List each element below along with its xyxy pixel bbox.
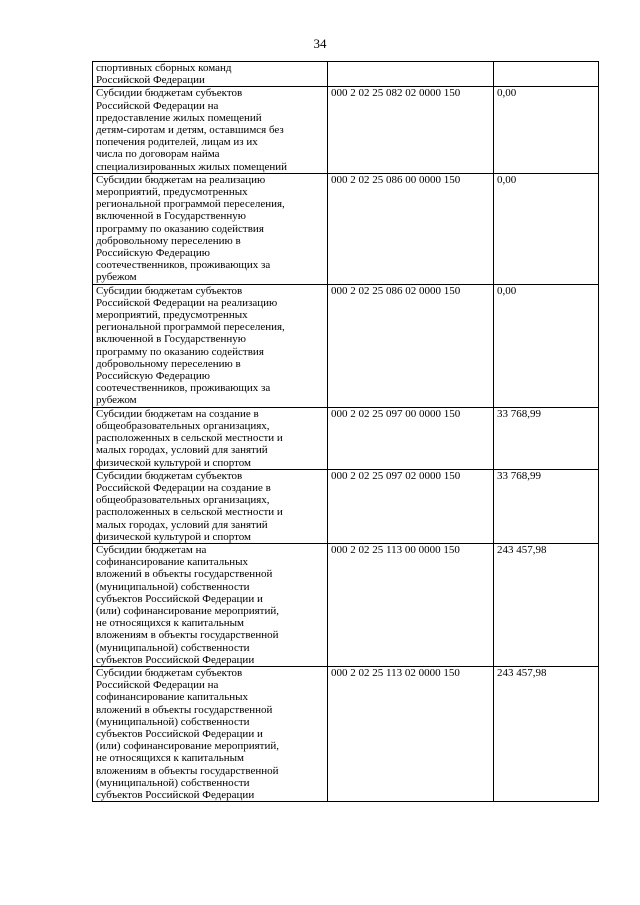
row-amount-cell: 33 768,99 (494, 407, 599, 469)
table-row (93, 666, 599, 801)
budget-table (92, 61, 599, 802)
row-amount-cell: 0,00 (494, 173, 599, 284)
row-amount-cell (494, 62, 599, 87)
table-row (93, 469, 599, 543)
row-amount-cell: 0,00 (494, 284, 599, 407)
page-number: 34 (313, 36, 327, 51)
row-name-cell: Субсидии бюджетам субъектов Российской Федерации на предоставление жилых помещений детям-сиротам и детям, оставшимся без попечения родителей, лицам из их числа по договорам найма специализированных жилых помещений (93, 87, 328, 173)
row-code-cell: 000 2 02 25 097 02 0000 150 (328, 469, 494, 543)
row-name-cell: Субсидии бюджетам субъектов Российской Федерации на реализацию мероприятий, предусмотренных региональной программой переселения, включенной в Государственную программу по оказанию содействия добровольному переселению в Российскую Федерацию соотечественников, проживающих за рубежом (93, 284, 328, 407)
table-row (93, 173, 599, 284)
row-amount-cell: 243 457,98 (494, 543, 599, 666)
row-code-cell: 000 2 02 25 086 02 0000 150 (328, 284, 494, 407)
row-amount-cell: 33 768,99 (494, 469, 599, 543)
table-row (93, 87, 599, 173)
row-name-cell: Субсидии бюджетам на реализацию мероприятий, предусмотренных региональной программой переселения, включенной в Государственную программу по оказанию содействия добровольному переселению в Российскую Федерацию соотечественников, проживающих за рубежом (93, 173, 328, 284)
table-row (93, 407, 599, 469)
table-row (93, 284, 599, 407)
row-name-cell: Субсидии бюджетам на софинансирование капитальных вложений в объекты государственной (муниципальной) собственности субъектов Российской Федерации и (или) софинансирование мероприятий, не относящихся к капитальным вложениям в объекты государственной (муниципальной) собственности субъектов Российской Федерации (93, 543, 328, 666)
row-code-cell: 000 2 02 25 113 02 0000 150 (328, 666, 494, 801)
row-name-cell: Субсидии бюджетам на создание в общеобразовательных организациях, расположенных в сельской местности и малых городах, условий для занятий физической культурой и спортом (93, 407, 328, 469)
row-name-cell: спортивных сборных команд Российской Федерации (93, 62, 328, 87)
row-amount-cell: 0,00 (494, 87, 599, 173)
row-code-cell: 000 2 02 25 097 00 0000 150 (328, 407, 494, 469)
row-code-cell: 000 2 02 25 086 00 0000 150 (328, 173, 494, 284)
row-name-cell: Субсидии бюджетам субъектов Российской Федерации на создание в общеобразовательных организациях, расположенных в сельской местности и малых городах, условий для занятий физической культурой и спортом (93, 469, 328, 543)
row-code-cell (328, 62, 494, 87)
row-amount-cell: 243 457,98 (494, 666, 599, 801)
row-name-cell: Субсидии бюджетам субъектов Российской Федерации на софинансирование капитальных вложений в объекты государственной (муниципальной) собственности субъектов Российской Федерации и (или) софинансирование мероприятий, не относящихся к капитальным вложениям в объекты государственной (муниципальной) собственности субъектов Российской Федерации (93, 666, 328, 801)
row-code-cell: 000 2 02 25 082 02 0000 150 (328, 87, 494, 173)
table-row (93, 62, 599, 87)
table-row (93, 543, 599, 666)
row-code-cell: 000 2 02 25 113 00 0000 150 (328, 543, 494, 666)
